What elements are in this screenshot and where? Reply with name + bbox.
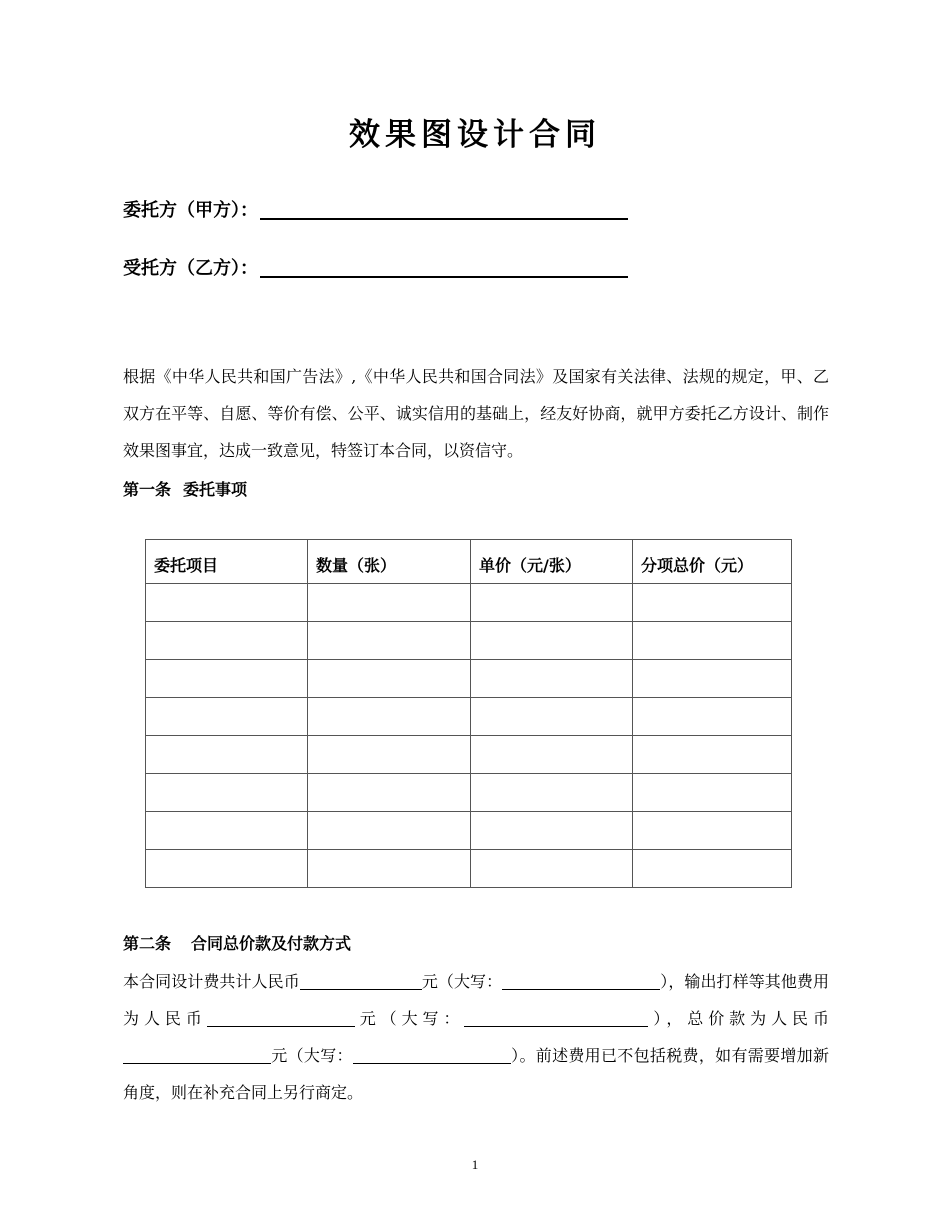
design-fee-amount-blank[interactable] (300, 967, 422, 990)
table-cell[interactable] (308, 812, 471, 850)
payment-text-6: 元（大写： (271, 1046, 353, 1065)
table-cell[interactable] (146, 850, 308, 888)
table-header-row (146, 540, 792, 584)
table-cell[interactable] (146, 812, 308, 850)
article-1-title: 委托事项 (183, 480, 248, 499)
table-cell[interactable] (308, 622, 471, 660)
design-fee-capital-blank[interactable] (502, 967, 660, 990)
column-header-subtotal: 分项总价（元） (633, 540, 792, 584)
table-cell[interactable] (308, 698, 471, 736)
article-2-number: 第二条 (123, 934, 172, 953)
payment-text-4: 元（大写： (354, 1009, 465, 1028)
client-party-field (123, 196, 628, 226)
column-header-unit-price: 单价（元/张） (471, 540, 633, 584)
table-cell[interactable] (633, 698, 792, 736)
document-title: 效果图设计合同 (349, 117, 601, 153)
payment-text-1: 本合同设计费共计人民币 (123, 972, 300, 991)
table-row (146, 850, 792, 888)
table-cell[interactable] (308, 774, 471, 812)
table-cell[interactable] (146, 736, 308, 774)
column-header-quantity: 数量（张） (308, 540, 471, 584)
table-row (146, 622, 792, 660)
total-capital-blank[interactable] (353, 1041, 511, 1064)
payment-text-7: ）。前述费用已不包括税费，如有需要增加新角度，则在补充合同上另行商定。 (123, 1046, 829, 1102)
table-row (146, 660, 792, 698)
table-cell[interactable] (633, 736, 792, 774)
table-cell[interactable] (146, 660, 308, 698)
table-cell[interactable] (471, 660, 633, 698)
table-cell[interactable] (146, 698, 308, 736)
table-cell[interactable] (308, 584, 471, 622)
payment-paragraph (123, 963, 829, 1111)
table-cell[interactable] (146, 622, 308, 660)
client-name-blank[interactable] (260, 212, 628, 220)
contractor-party-field (123, 254, 628, 284)
table-cell[interactable] (308, 660, 471, 698)
table-cell[interactable] (471, 812, 633, 850)
table-cell[interactable] (633, 660, 792, 698)
table-cell[interactable] (633, 850, 792, 888)
page-number: 1 (471, 1157, 479, 1172)
total-amount-blank[interactable] (123, 1041, 271, 1064)
client-label: 委托方（甲方）： (123, 200, 258, 221)
table-cell[interactable] (146, 584, 308, 622)
table-cell[interactable] (308, 850, 471, 888)
contractor-name-blank[interactable] (260, 270, 628, 278)
table-cell[interactable] (146, 774, 308, 812)
article-1-number: 第一条 (123, 480, 172, 499)
table-cell[interactable] (471, 736, 633, 774)
table-row (146, 774, 792, 812)
article-2-heading (123, 932, 351, 956)
payment-text-5: ），总价款为人民币 (648, 1009, 829, 1028)
commission-items-table (145, 539, 792, 888)
table-cell[interactable] (471, 584, 633, 622)
other-fee-capital-blank[interactable] (464, 1004, 648, 1027)
preamble-paragraph: 根据《中华人民共和国广告法》,《中华人民共和国合同法》及国家有关法律、法规的规定，甲、乙双方在平等、自愿、等价有偿、公平、诚实信用的基础上，经友好协商，就甲方委托乙方设计、制作效果图事宜，达成一致意见，特签订本合同，以资信守。 (123, 367, 829, 460)
table-row (146, 736, 792, 774)
table-row (146, 812, 792, 850)
payment-text-3: ），输出打样等其他费用为人民币 (123, 972, 829, 1028)
table-cell[interactable] (633, 584, 792, 622)
table-cell[interactable] (308, 736, 471, 774)
table-cell[interactable] (471, 774, 633, 812)
table-row (146, 698, 792, 736)
payment-text-2: 元（大写： (421, 972, 503, 991)
table-row (146, 584, 792, 622)
table-cell[interactable] (633, 622, 792, 660)
table-cell[interactable] (471, 698, 633, 736)
table-cell[interactable] (471, 850, 633, 888)
column-header-item: 委托项目 (146, 540, 308, 584)
other-fee-amount-blank[interactable] (207, 1004, 355, 1027)
contractor-label: 受托方（乙方）： (123, 258, 258, 279)
table-cell[interactable] (633, 774, 792, 812)
table-cell[interactable] (471, 622, 633, 660)
table-cell[interactable] (633, 812, 792, 850)
article-1-heading (123, 478, 247, 502)
article-2-title: 合同总价款及付款方式 (191, 934, 352, 953)
